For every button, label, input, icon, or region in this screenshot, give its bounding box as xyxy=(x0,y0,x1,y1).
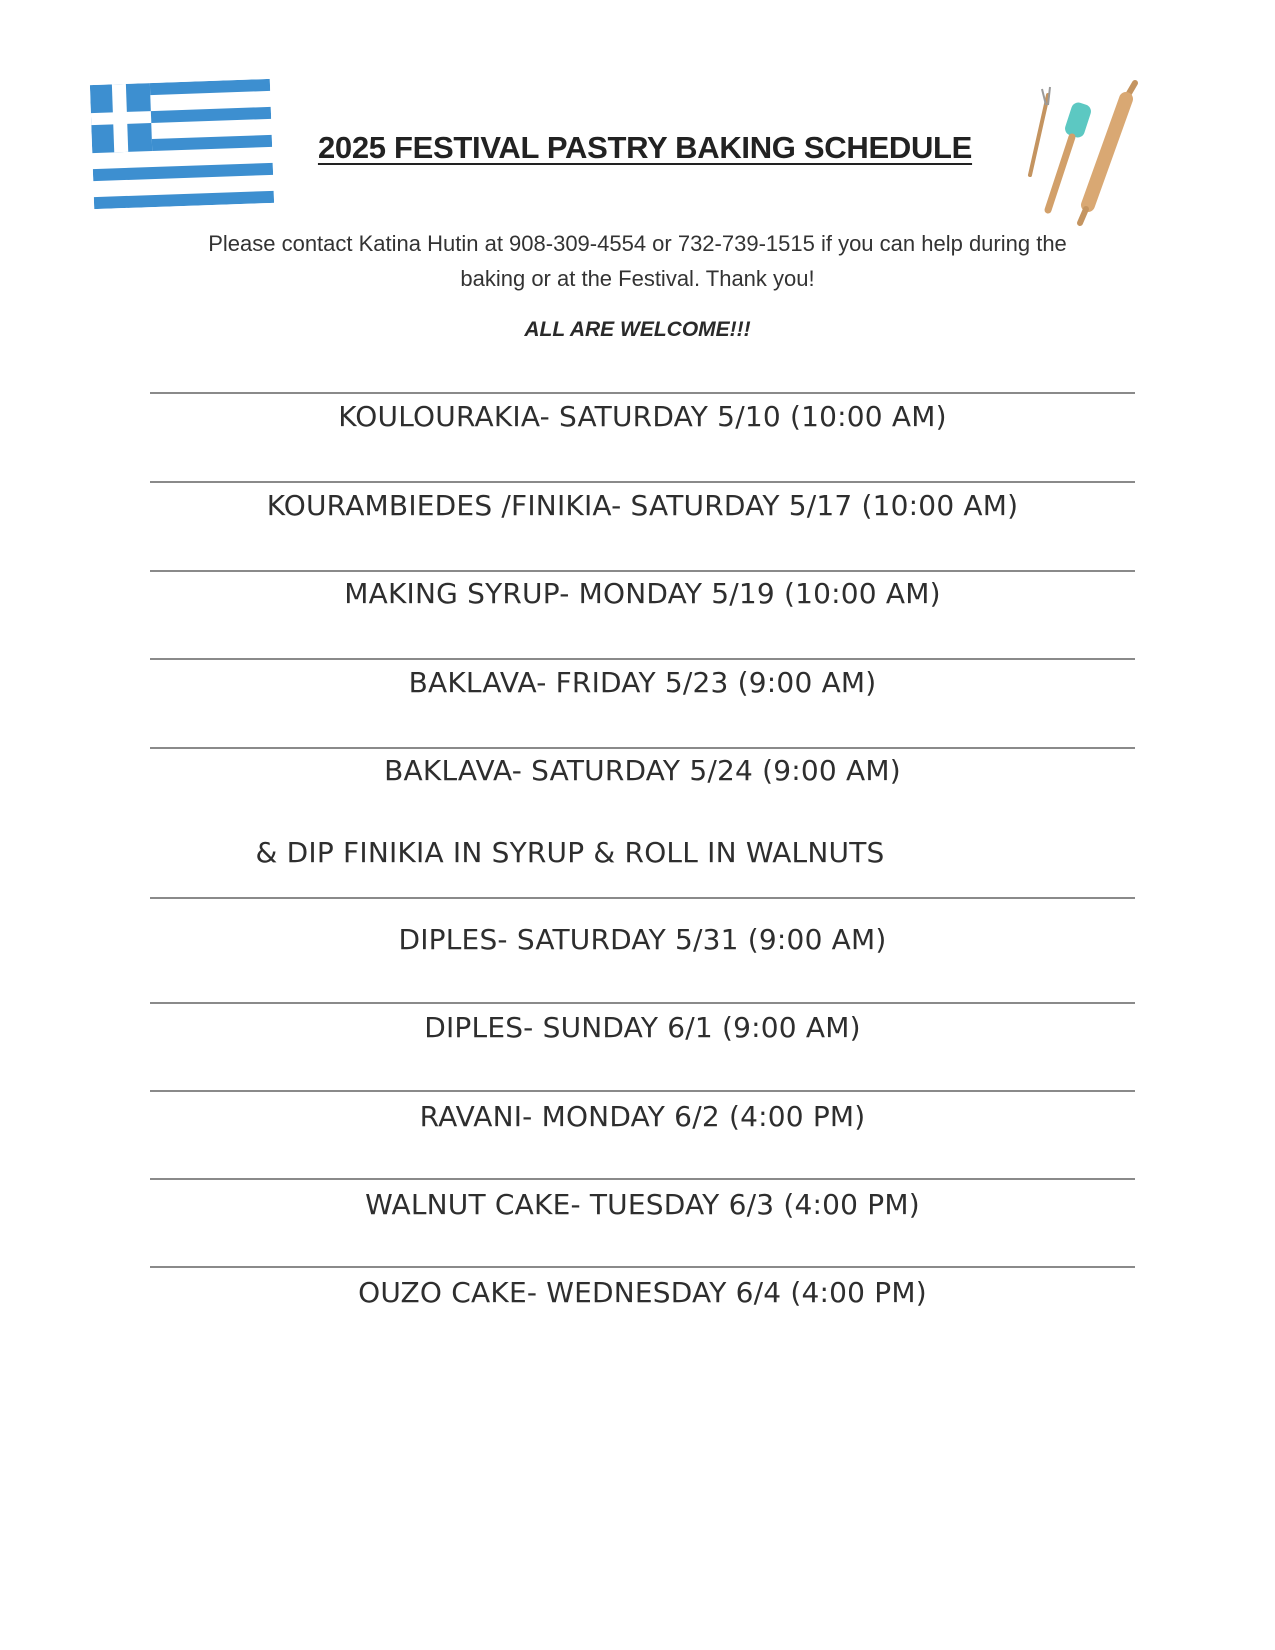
divider xyxy=(150,481,1135,483)
schedule-item-note: & DIP FINIKIA IN SYRUP & ROLL IN WALNUTS xyxy=(255,836,885,869)
divider xyxy=(150,1090,1135,1092)
contact-line-2: baking or at the Festival. Thank you! xyxy=(460,266,815,291)
contact-info xyxy=(130,226,1145,296)
schedule-item: BAKLAVA- SATURDAY 5/24 (9:00 AM) xyxy=(384,754,901,787)
baking-utensils-icon xyxy=(1010,75,1200,235)
schedule-item: DIPLES- SATURDAY 5/31 (9:00 AM) xyxy=(398,923,887,956)
contact-line-1: Please contact Katina Hutin at 908-309-4554 or 732-739-1515 if you can help during the xyxy=(208,231,1067,256)
welcome-message: ALL ARE WELCOME!!! xyxy=(524,318,751,341)
divider xyxy=(150,897,1135,899)
divider xyxy=(150,392,1135,394)
divider xyxy=(150,1178,1135,1180)
schedule-item: WALNUT CAKE- TUESDAY 6/3 (4:00 PM) xyxy=(365,1188,920,1221)
greek-flag-icon xyxy=(90,79,274,209)
divider xyxy=(150,658,1135,660)
page-title: 2025 FESTIVAL PASTRY BAKING SCHEDULE xyxy=(317,130,973,165)
divider xyxy=(150,1002,1135,1004)
schedule-item: DIPLES- SUNDAY 6/1 (9:00 AM) xyxy=(424,1011,861,1044)
schedule-item: RAVANI- MONDAY 6/2 (4:00 PM) xyxy=(419,1100,866,1133)
schedule-item: BAKLAVA- FRIDAY 5/23 (9:00 AM) xyxy=(408,666,877,699)
divider xyxy=(150,747,1135,749)
divider xyxy=(150,570,1135,572)
schedule-item: KOURAMBIEDES /FINIKIA- SATURDAY 5/17 (10:00 AM) xyxy=(266,489,1019,522)
schedule-item: MAKING SYRUP- MONDAY 5/19 (10:00 AM) xyxy=(344,577,941,610)
schedule-item: OUZO CAKE- WEDNESDAY 6/4 (4:00 PM) xyxy=(358,1276,927,1309)
divider xyxy=(150,1266,1135,1268)
schedule-item: KOULOURAKIA- SATURDAY 5/10 (10:00 AM) xyxy=(338,400,947,433)
